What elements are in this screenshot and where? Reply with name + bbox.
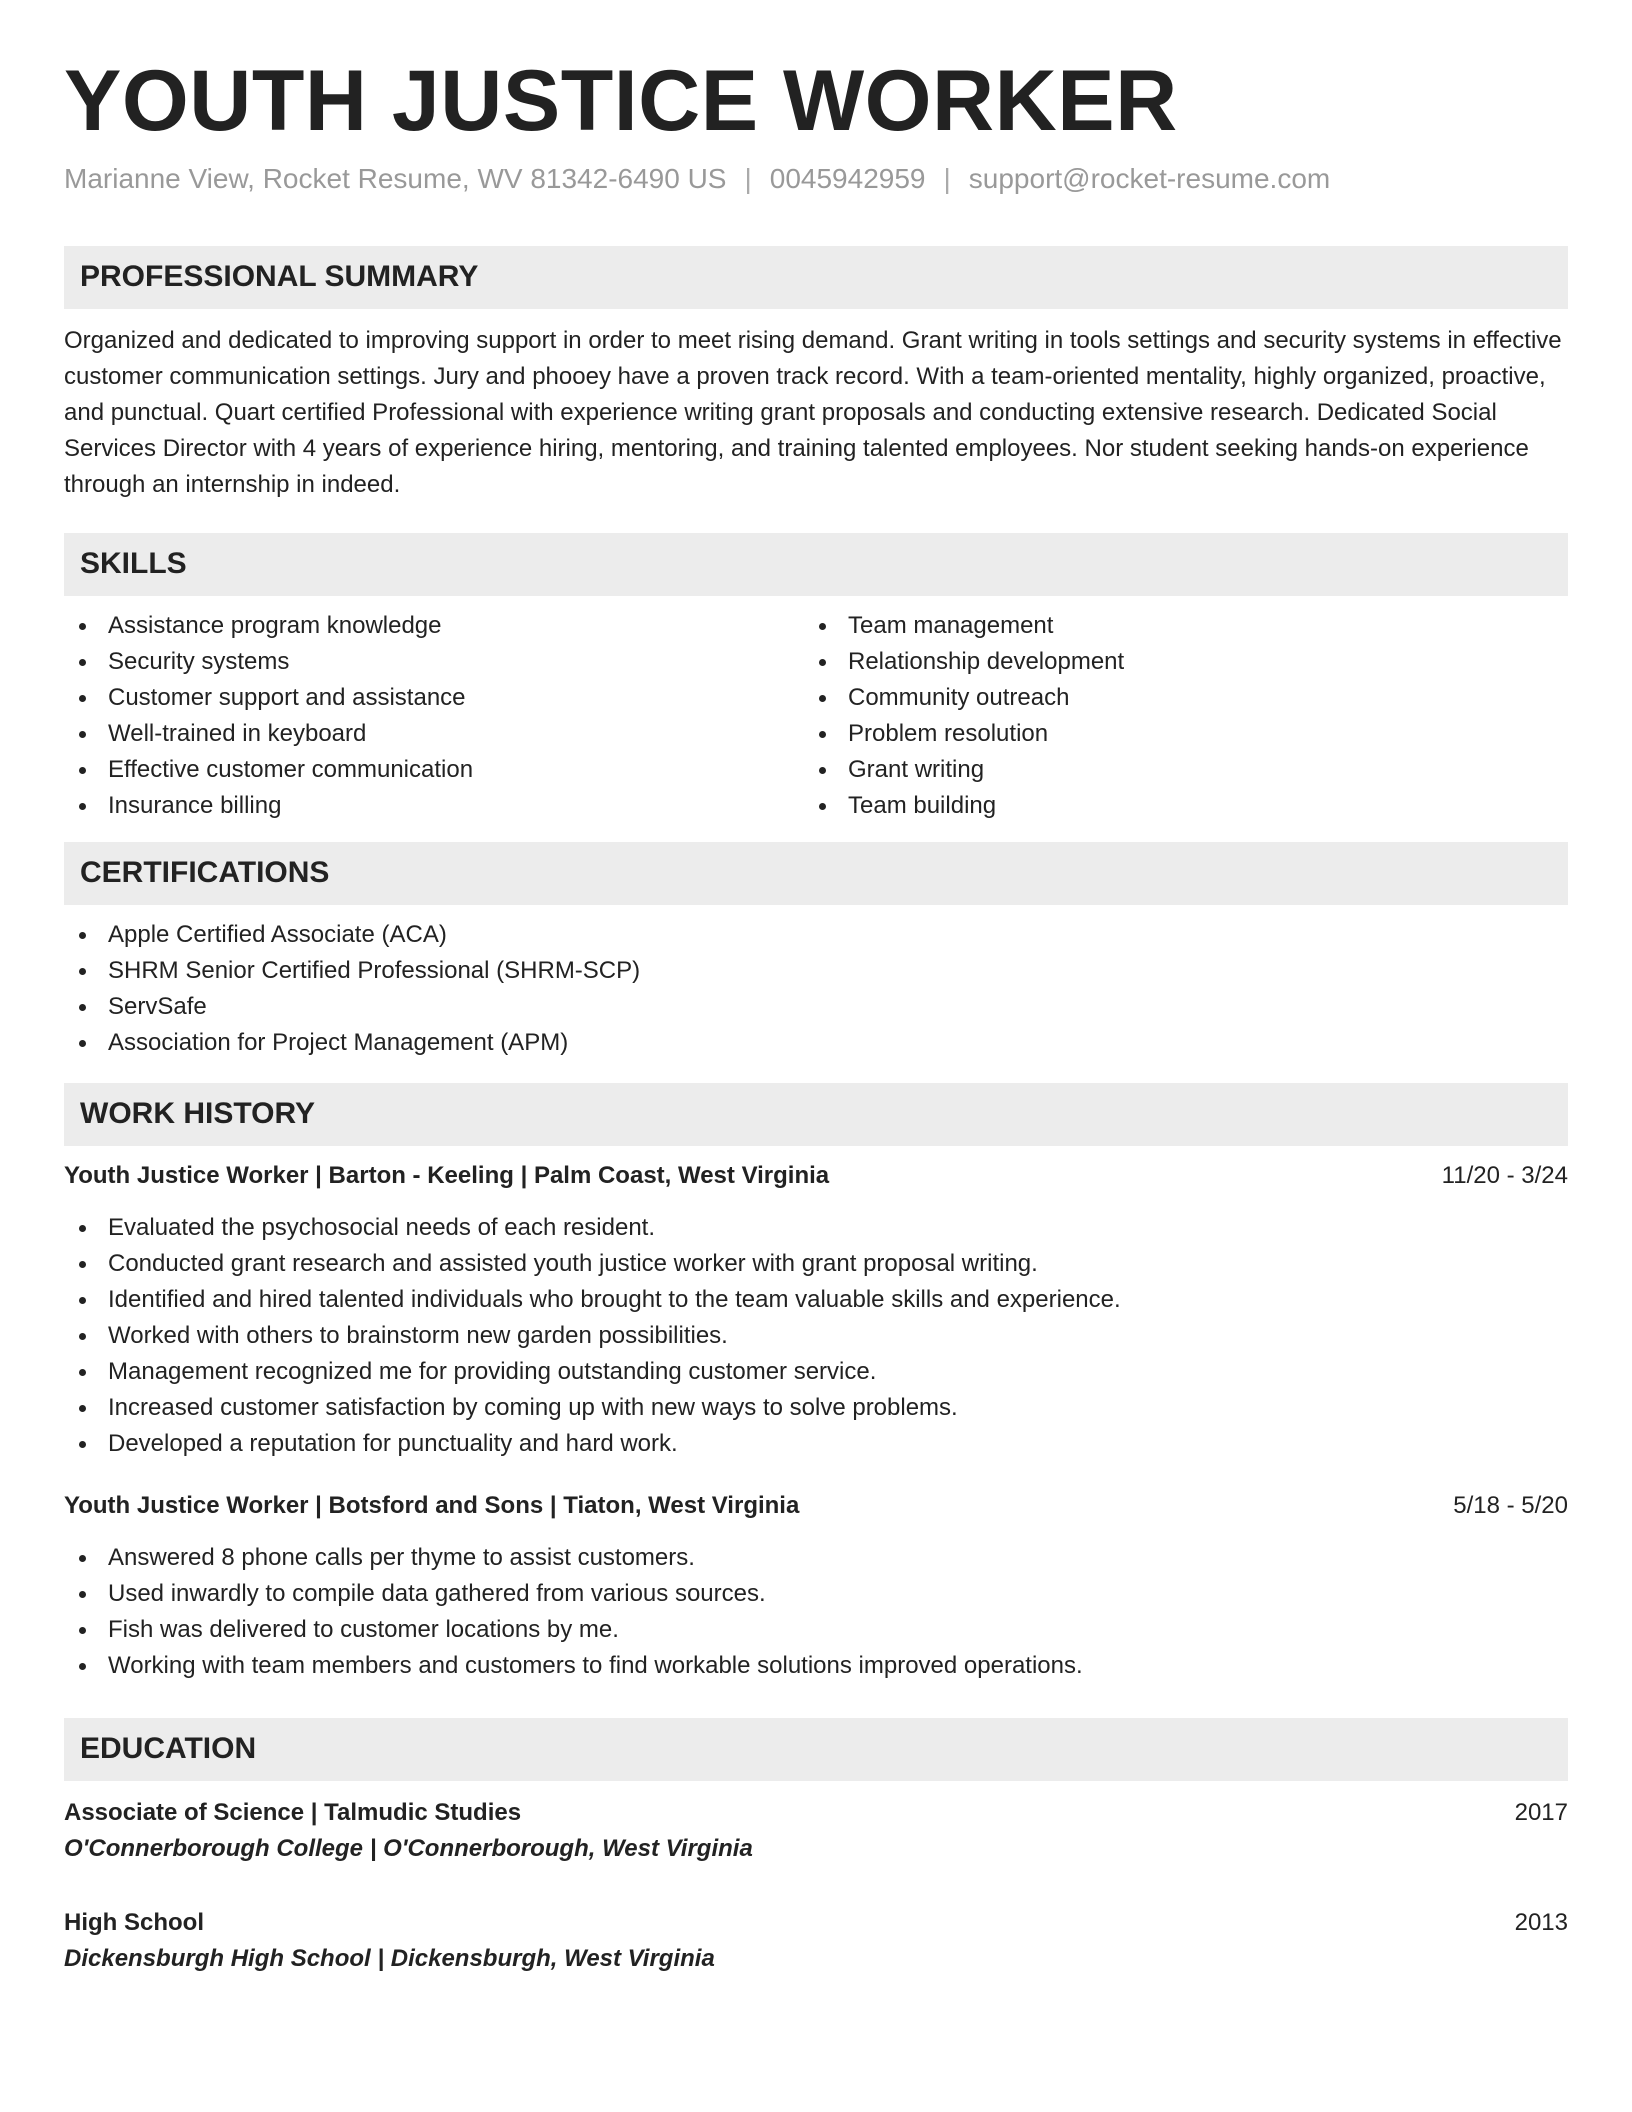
job-title: Youth Justice Worker | Botsford and Sons | Tiaton, West Virginia — [64, 1491, 800, 1519]
education-degree: High School — [64, 1908, 204, 1936]
duty-item: Conducted grant research and assisted youth justice worker with grant proposal writing. — [64, 1246, 1568, 1282]
skill-item: Relationship development — [804, 644, 1544, 680]
skill-item: Effective customer communication — [64, 752, 804, 788]
education-header — [64, 1795, 1568, 1831]
education-year: 2013 — [1514, 1908, 1568, 1936]
contact-phone: 0045942959 — [769, 162, 926, 194]
job-header — [64, 1158, 1568, 1194]
contact-email: support@rocket-resume.com — [968, 162, 1331, 194]
skills-heading: SKILLS — [64, 533, 1568, 596]
duty-item: Increased customer satisfaction by coming up with new ways to solve problems. — [64, 1390, 1568, 1426]
duty-item: Worked with others to brainstorm new garden possibilities. — [64, 1318, 1568, 1354]
education-entry — [64, 1795, 1568, 1867]
job-title: Youth Justice Worker | Barton - Keeling | Palm Coast, West Virginia — [64, 1161, 830, 1189]
certification-item: Apple Certified Associate (ACA) — [64, 917, 1568, 953]
education-year: 2017 — [1514, 1798, 1568, 1826]
duty-item: Fish was delivered to customer locations by me. — [64, 1612, 1568, 1648]
duty-item: Answered 8 phone calls per thyme to assist customers. — [64, 1540, 1568, 1576]
duty-item: Developed a reputation for punctuality and hard work. — [64, 1426, 1568, 1462]
work-history-heading: WORK HISTORY — [64, 1083, 1568, 1146]
education-school: Dickensburgh High School | Dickensburgh, West Virginia — [64, 1944, 715, 1972]
job-dates: 5/18 - 5/20 — [1453, 1491, 1568, 1519]
certification-item: SHRM Senior Certified Professional (SHRM-SCP) — [64, 953, 1568, 989]
job-entry — [64, 1158, 1568, 1462]
skill-item: Well-trained in keyboard — [64, 716, 804, 752]
job-header — [64, 1488, 1568, 1524]
skill-item: Insurance billing — [64, 788, 804, 824]
certification-item: Association for Project Management (APM) — [64, 1025, 1568, 1061]
education-header — [64, 1905, 1568, 1941]
certifications-list — [64, 917, 1568, 1061]
education-heading: EDUCATION — [64, 1718, 1568, 1781]
job-duties — [64, 1540, 1568, 1684]
duty-item: Evaluated the psychosocial needs of each resident. — [64, 1210, 1568, 1246]
duty-item: Identified and hired talented individuals who brought to the team valuable skills and experience. — [64, 1282, 1568, 1318]
contact-line — [64, 163, 1568, 195]
summary-text: Organized and dedicated to improving support in order to meet rising demand. Grant writing in tools settings and security systems in effective customer communication settings. Jury and phooey have a proven track record. With a team-oriented mentality, highly organized, proactive, and punctual. Quart certified Professional with experience writing grant proposals and conducting extensive research. Dedicated Social Services Director with 4 years of experience hiring, mentoring, and training talented employees. Nor student seeking hands-on experience through an internship in indeed. — [64, 326, 1562, 498]
certifications-heading: CERTIFICATIONS — [64, 842, 1568, 905]
job-duties — [64, 1210, 1568, 1462]
job-entry — [64, 1488, 1568, 1684]
skill-item: Community outreach — [804, 680, 1544, 716]
education-degree: Associate of Science | Talmudic Studies — [64, 1798, 522, 1826]
skill-item: Assistance program knowledge — [64, 608, 804, 644]
skill-item: Team building — [804, 788, 1544, 824]
skill-item: Security systems — [64, 644, 804, 680]
education-entry — [64, 1905, 1568, 1977]
skills-list — [64, 608, 1568, 824]
skills-right-column — [804, 608, 1544, 824]
duty-item: Used inwardly to compile data gathered from various sources. — [64, 1576, 1568, 1612]
education-school: O'Connerborough College | O'Connerborough, West Virginia — [64, 1834, 753, 1862]
summary-heading: PROFESSIONAL SUMMARY — [64, 246, 1568, 309]
duty-item: Working with team members and customers to find workable solutions improved operations. — [64, 1648, 1568, 1684]
skills-left-column — [64, 608, 804, 824]
contact-address: Marianne View, Rocket Resume, WV 81342-6490 US — [64, 162, 727, 194]
skill-item: Team management — [804, 608, 1544, 644]
skill-item: Customer support and assistance — [64, 680, 804, 716]
resume-title: YOUTH JUSTICE WORKER — [64, 53, 1178, 149]
duty-item: Management recognized me for providing outstanding customer service. — [64, 1354, 1568, 1390]
contact-separator: | — [744, 162, 752, 194]
contact-separator: | — [943, 162, 951, 194]
certification-item: ServSafe — [64, 989, 1568, 1025]
skill-item: Problem resolution — [804, 716, 1544, 752]
job-dates: 11/20 - 3/24 — [1441, 1161, 1568, 1189]
skill-item: Grant writing — [804, 752, 1544, 788]
